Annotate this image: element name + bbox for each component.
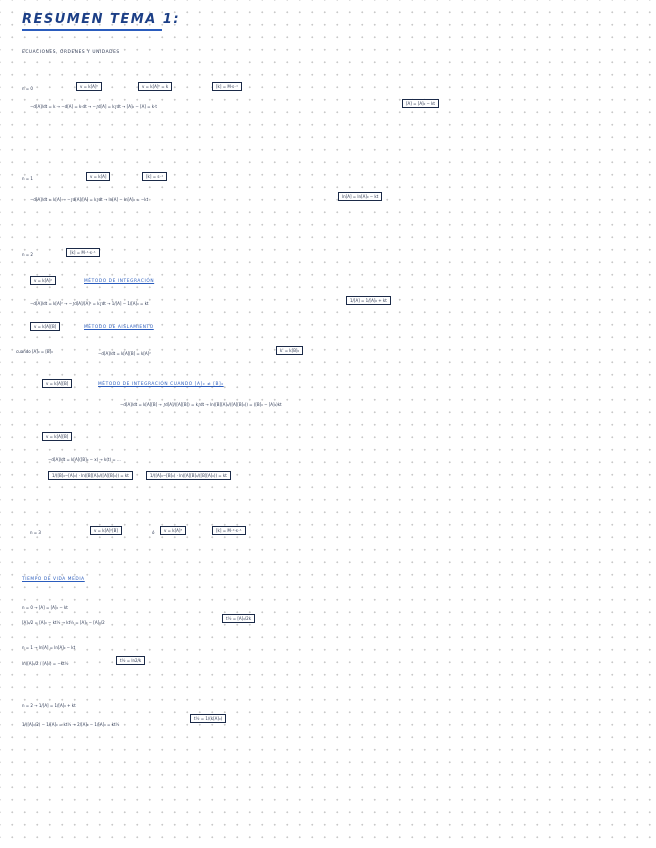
half-life-heading: TIEMPO DE VIDA MEDIA [22, 577, 85, 582]
pseudo-constant-box: k' = k[B]₀ [276, 346, 303, 355]
order-three-lead: n = 3 [30, 530, 41, 535]
order-two-rate-box-3: v = k[A][B] [42, 379, 72, 388]
order-two-derivation: −d[A]/dt = k[A]² → −∫d[A]/[A]² = k∫dt → 1/[A] − 1/[A]₀ = kt [30, 301, 149, 306]
title-underline [22, 29, 162, 31]
isolation-method-note: MÉTODO DE AISLAMIENTO [84, 325, 154, 330]
order-three-rate-box-1: v = k[A]²[B] [90, 526, 122, 535]
order-two-rate-box-4: v = k[A][B] [42, 432, 72, 441]
extent-derivation: −d[A]/dt = k[A]([B]₀ − x) → k(t) = ... [48, 457, 121, 462]
order-zero-derivation: −d[A]/dt = k → −d[A] = k·dt → −∫d[A] = k∫dt → [A]₀ − [A] = k·t [30, 104, 157, 109]
order-zero-units-box: [k] = M·s⁻¹ [212, 82, 242, 91]
unequal-concentration-derivation: −d[A]/dt = k[A][B] → ∫d[A]/([A][B]) = k∫dt → ln([B][A]₀/([A][B]₀)) = ([B]₀ − [A]₀)kt [120, 402, 282, 407]
order-one-rate-box: v = k[A] [86, 172, 110, 181]
order-two-units-box: [k] = M⁻¹·s⁻¹ [66, 248, 100, 257]
order-two-rate-box-2: v = k[A][B] [30, 322, 60, 331]
order-three-units-box: [k] = M⁻²·s⁻¹ [212, 526, 246, 535]
order-one-lead: n = 1 [22, 176, 33, 181]
page-title: RESUMEN TEMA 1: [22, 12, 181, 27]
order-zero-result-box: [A] = [A]₀ − kt [402, 99, 439, 108]
order-one-result-box: ln[A] = ln[A]₀ − kt [338, 192, 382, 201]
unequal-result-box-1: 1/([B]₀−[A]₀) · ln([B][A]₀/([A][B]₀)) = kt [48, 471, 133, 480]
half-life-order-one-derivation: ln([A]₀/2 / [A]₀) = −kt½ [22, 661, 69, 666]
equal-concentration-note: cuando [A]₀ = [B]₀ [16, 349, 53, 354]
half-life-order-zero-line: n = 0 → [A] = [A]₀ − kt [22, 605, 68, 610]
integration-method-note: MÉTODO DE INTEGRACIÓN [84, 279, 155, 284]
isolation-derivation: −d[A]/dt = k[A][B] = k[A]² [98, 351, 151, 356]
order-zero-rate-constant-box: v = k[A]⁰ = k [138, 82, 172, 91]
half-life-order-two-derivation: 1/([A]₀/2) − 1/[A]₀ = kt½ → 2/[A]₀ − 1/[A]₀ = kt½ [22, 722, 120, 727]
half-life-order-two-result: t½ = 1/(k[A]₀) [190, 714, 226, 723]
order-one-units-box: [k] = s⁻¹ [142, 172, 167, 181]
order-two-rate-box-1: v = k[A]² [30, 276, 56, 285]
order-one-derivation: −d[A]/dt = k[A] → −∫d[A]/[A] = k∫dt → ln[A] − ln[A]₀ = −kt [30, 197, 149, 202]
order-two-result-box: 1/[A] = 1/[A]₀ + kt [346, 296, 391, 305]
unequal-result-box-2: 1/([A]₀−[B]₀) · ln([A][B]₀/([B][A]₀)) = kt [146, 471, 231, 480]
half-life-order-one-result: t½ = ln2/k [116, 656, 145, 665]
half-life-order-zero-result: t½ = [A]₀/2k [222, 614, 255, 623]
order-zero-rate-box: v = k[A]⁰ [76, 82, 102, 91]
integration-method-unequal-note: MÉTODO DE INTEGRACIÓN CUANDO [A]₀ ≠ [B]₀ [98, 382, 224, 387]
page-subtitle: ECUACIONES, ORDENES Y UNIDADES [22, 50, 120, 55]
order-three-or: ó [152, 530, 155, 535]
half-life-order-one-line: n = 1 → ln[A] = ln[A]₀ − kt [22, 645, 76, 650]
order-two-lead: n = 2 [22, 252, 33, 257]
order-three-rate-box-2: v = k[A]³ [160, 526, 186, 535]
half-life-order-zero-derivation: [A]₀/2 = [A]₀ − kt½ → kt½ = [A]₀ − [A]₀/2 [22, 620, 105, 625]
order-zero-lead: n = 0 [22, 86, 33, 91]
half-life-order-two-line: n = 2 → 1/[A] = 1/[A]₀ + kt [22, 703, 76, 708]
